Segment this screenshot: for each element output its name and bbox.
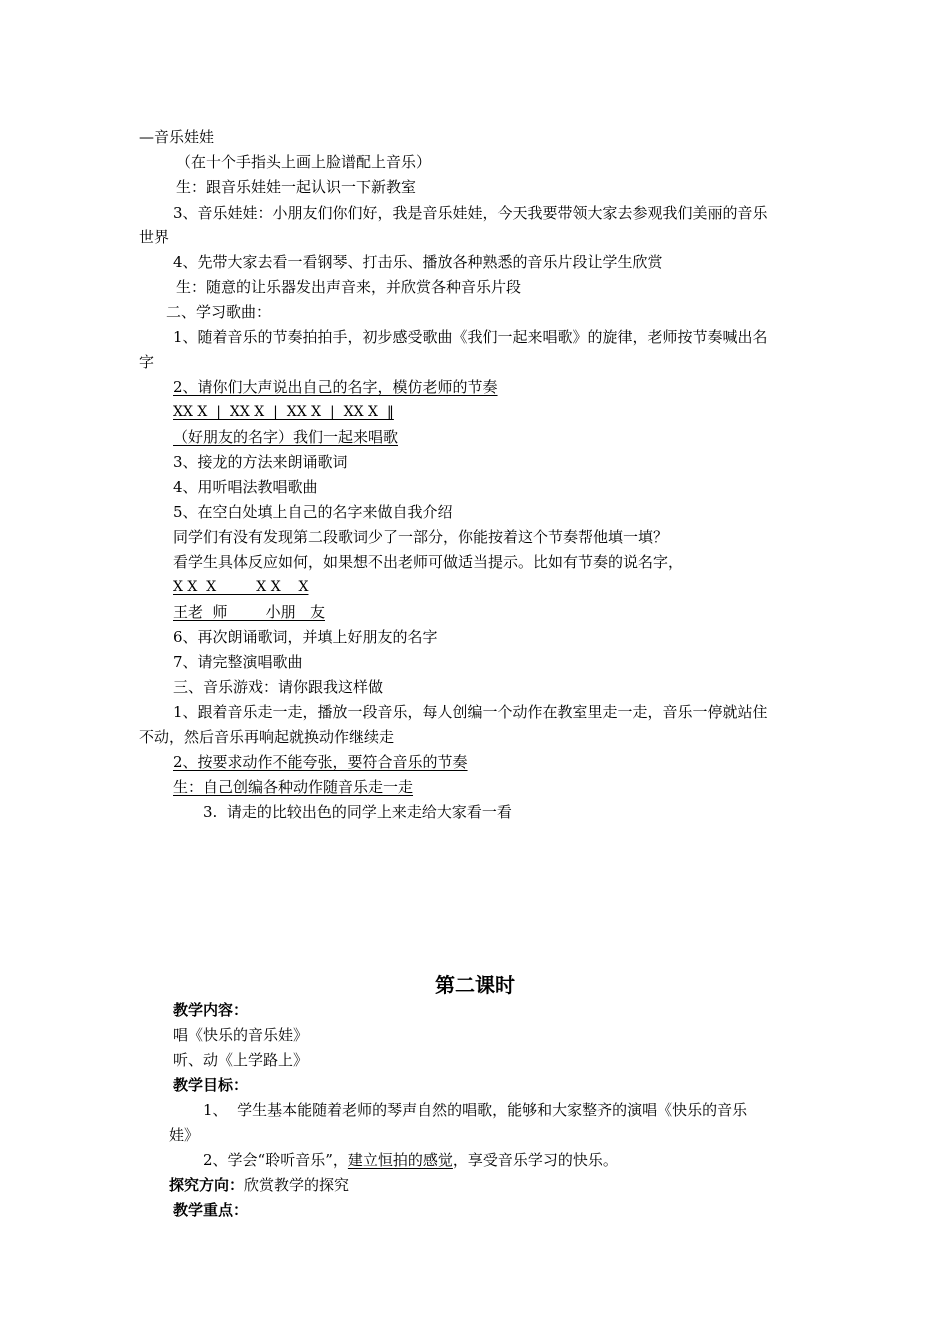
text-line: 5、在空白处填上自己的名字来做自我介绍 <box>173 503 453 521</box>
text-line: 3. 请走的比较出色的同学上来走给大家看一看 <box>203 803 512 821</box>
text-line: —音乐娃娃 <box>139 128 215 146</box>
text-line-underlined: 2、请你们大声说出自己的名字，模仿老师的节奏 <box>173 378 498 396</box>
goal-item: 1、 学生基本能随着老师的琴声自然的唱歌，能够和大家整齐的演唱《快乐的音乐 <box>203 1101 748 1119</box>
text-line: 7、请完整演唱歌曲 <box>173 653 303 671</box>
text-line: 4、用听唱法教唱歌曲 <box>173 478 318 496</box>
goal-text: ，享受音乐学习的快乐。 <box>452 1151 618 1169</box>
text-line: 1、跟着音乐走一走，播放一段音乐，每人创编一个动作在教室里走一走，音乐一停就站住 <box>173 703 768 721</box>
text-line-underlined: （好朋友的名字）我们一起来唱歌 <box>173 428 399 446</box>
rhythm-notation: X X X X X X <box>173 579 309 595</box>
rhythm-notation: XX X | XX X | XX X | XX X ‖ <box>173 404 394 420</box>
text-line: 1、随着音乐的节奏拍拍手，初步感受歌曲《我们一起来唱歌》的旋律，老师按节奏喊出名 <box>173 328 768 346</box>
text-line-underlined: 2、按要求动作不能夸张，要符合音乐的节奏 <box>173 753 468 771</box>
text-line: 同学们有没有发现第二段歌词少了一部分，你能按着这个节奏帮他填一填？ <box>173 528 669 546</box>
text-line: 6、再次朗诵歌词，并填上好朋友的名字 <box>173 628 438 646</box>
goal-item: 娃》 <box>169 1126 200 1144</box>
lesson-title: 第二课时 <box>435 973 515 997</box>
focus-label: 教学重点： <box>173 1201 249 1219</box>
goal-underlined-text: 建立恒拍的感觉 <box>347 1151 453 1169</box>
content-label: 教学内容： <box>173 1001 249 1019</box>
goal-text: 2、学会“聆听音乐”， <box>203 1151 348 1169</box>
text-line: 看学生具体反应如何，如果想不出老师可做适当提示。比如有节奏的说名字， <box>173 553 684 571</box>
goal-label: 教学目标： <box>173 1076 249 1094</box>
text-line: 不动，然后音乐再响起就换动作继续走 <box>139 728 395 746</box>
direction-line <box>169 1175 950 1195</box>
text-line: 字 <box>139 353 155 371</box>
text-line: （在十个手指头上画上脸谱配上音乐） <box>176 153 432 171</box>
text-line: 生：跟音乐娃娃一起认识一下新教室 <box>176 178 417 196</box>
content-item: 唱《快乐的音乐娃》 <box>173 1026 309 1044</box>
text-line-underlined: 王老 师 小朋 友 <box>173 603 325 621</box>
text-line: 生：随意的让乐器发出声音来，并欣赏各种音乐片段 <box>176 278 522 296</box>
content-item: 听、动《上学路上》 <box>173 1051 309 1069</box>
goal-item <box>203 1150 950 1170</box>
text-line: 3、音乐娃娃：小朋友们你们好，我是音乐娃娃，今天我要带领大家去参观我们美丽的音乐 <box>173 204 768 222</box>
direction-text: 欣赏教学的探究 <box>244 1176 350 1194</box>
text-line-underlined: 生：自己创编各种动作随音乐走一走 <box>173 778 414 796</box>
text-line: 3、接龙的方法来朗诵歌词 <box>173 453 348 471</box>
direction-label: 探究方向： <box>169 1176 245 1194</box>
section-heading: 三、音乐游戏：请你跟我这样做 <box>173 678 384 696</box>
section-heading: 二、学习歌曲： <box>166 303 272 321</box>
text-line: 4、先带大家去看一看钢琴、打击乐、播放各种熟悉的音乐片段让学生欣赏 <box>173 253 663 271</box>
text-line: 世界 <box>139 228 170 246</box>
